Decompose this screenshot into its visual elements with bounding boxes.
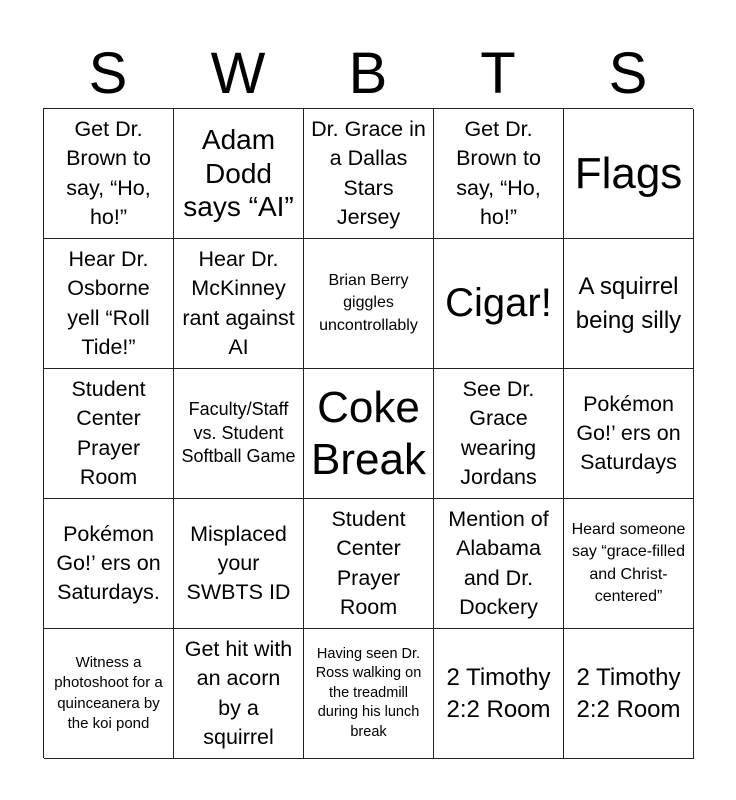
bingo-cell [174,629,304,759]
cell-text: See Dr. Grace wearing Jordans [460,377,537,489]
bingo-cell [174,369,304,499]
bingo-cell [434,109,564,239]
header-letter-w: W [210,41,266,106]
cell-text: Hear Dr. McKinney rant against AI [182,247,295,359]
bingo-cell [434,239,564,369]
cell-text: Brian Berry giggles uncontrollably [319,272,418,334]
bingo-cell [304,369,434,499]
bingo-cell [564,499,694,629]
cell-text: Coke Break [311,382,426,484]
cell-text: Flags [574,148,683,198]
bingo-cell [44,629,174,759]
cell-text: Student Center Prayer Room [71,377,146,489]
bingo-cell [174,109,304,239]
cell-text: Cigar! [445,280,552,325]
cell-text: Get Dr. Brown to say, “Ho, ho!” [456,117,541,229]
bingo-cell [304,109,434,239]
bingo-cell [564,239,694,369]
cell-text: Mention of Alabama and Dr. Dockery [448,507,549,619]
bingo-cell [44,499,174,629]
cell-text: Heard someone say “grace-filled and Christ-centered” [571,521,686,605]
cell-text: 2 Timothy 2:2 Room [576,664,681,723]
cell-text: A squirrel being silly [575,273,682,334]
bingo-board [43,108,693,758]
cell-text: Pokémon Go!’ ers on Saturdays [576,391,681,474]
bingo-cell [564,629,694,759]
cell-text: Adam Dodd says “AI” [183,124,294,223]
cell-text: Pokémon Go!’ ers on Saturdays. [56,521,161,604]
bingo-cell [44,369,174,499]
cell-text: Student Center Prayer Room [331,507,406,619]
bingo-cell [564,109,694,239]
cell-text: Having seen Dr. Ross walking on the treadmill during his lunch break [315,645,422,740]
bingo-cell [174,239,304,369]
header-letter-t: T [480,41,516,106]
bingo-cell [44,109,174,239]
bingo-cell [304,629,434,759]
header-letter-s1: S [88,41,128,106]
cell-text: Get Dr. Brown to say, “Ho, ho!” [66,117,151,229]
cell-text: Hear Dr. Osborne yell “Roll Tide!” [67,247,150,359]
header-letter-b: B [348,41,388,106]
bingo-header [43,40,693,108]
bingo-cell [44,239,174,369]
cell-text: 2 Timothy 2:2 Room [446,664,551,723]
bingo-cell [434,499,564,629]
bingo-cell [304,239,434,369]
cell-text: Misplaced your SWBTS ID [186,521,291,604]
cell-text: Faculty/Staff vs. Student Softball Game [181,398,296,467]
cell-text: Get hit with an acorn by a squirrel [184,637,293,749]
cell-text: Witness a photoshoot for a quinceanera by the koi pond [54,654,163,732]
header-letter-s2: S [608,41,648,106]
bingo-cell [174,499,304,629]
bingo-cell [434,369,564,499]
bingo-cell [564,369,694,499]
cell-text: Dr. Grace in a Dallas Stars Jersey [311,117,426,229]
bingo-cell [304,499,434,629]
bingo-cell [434,629,564,759]
